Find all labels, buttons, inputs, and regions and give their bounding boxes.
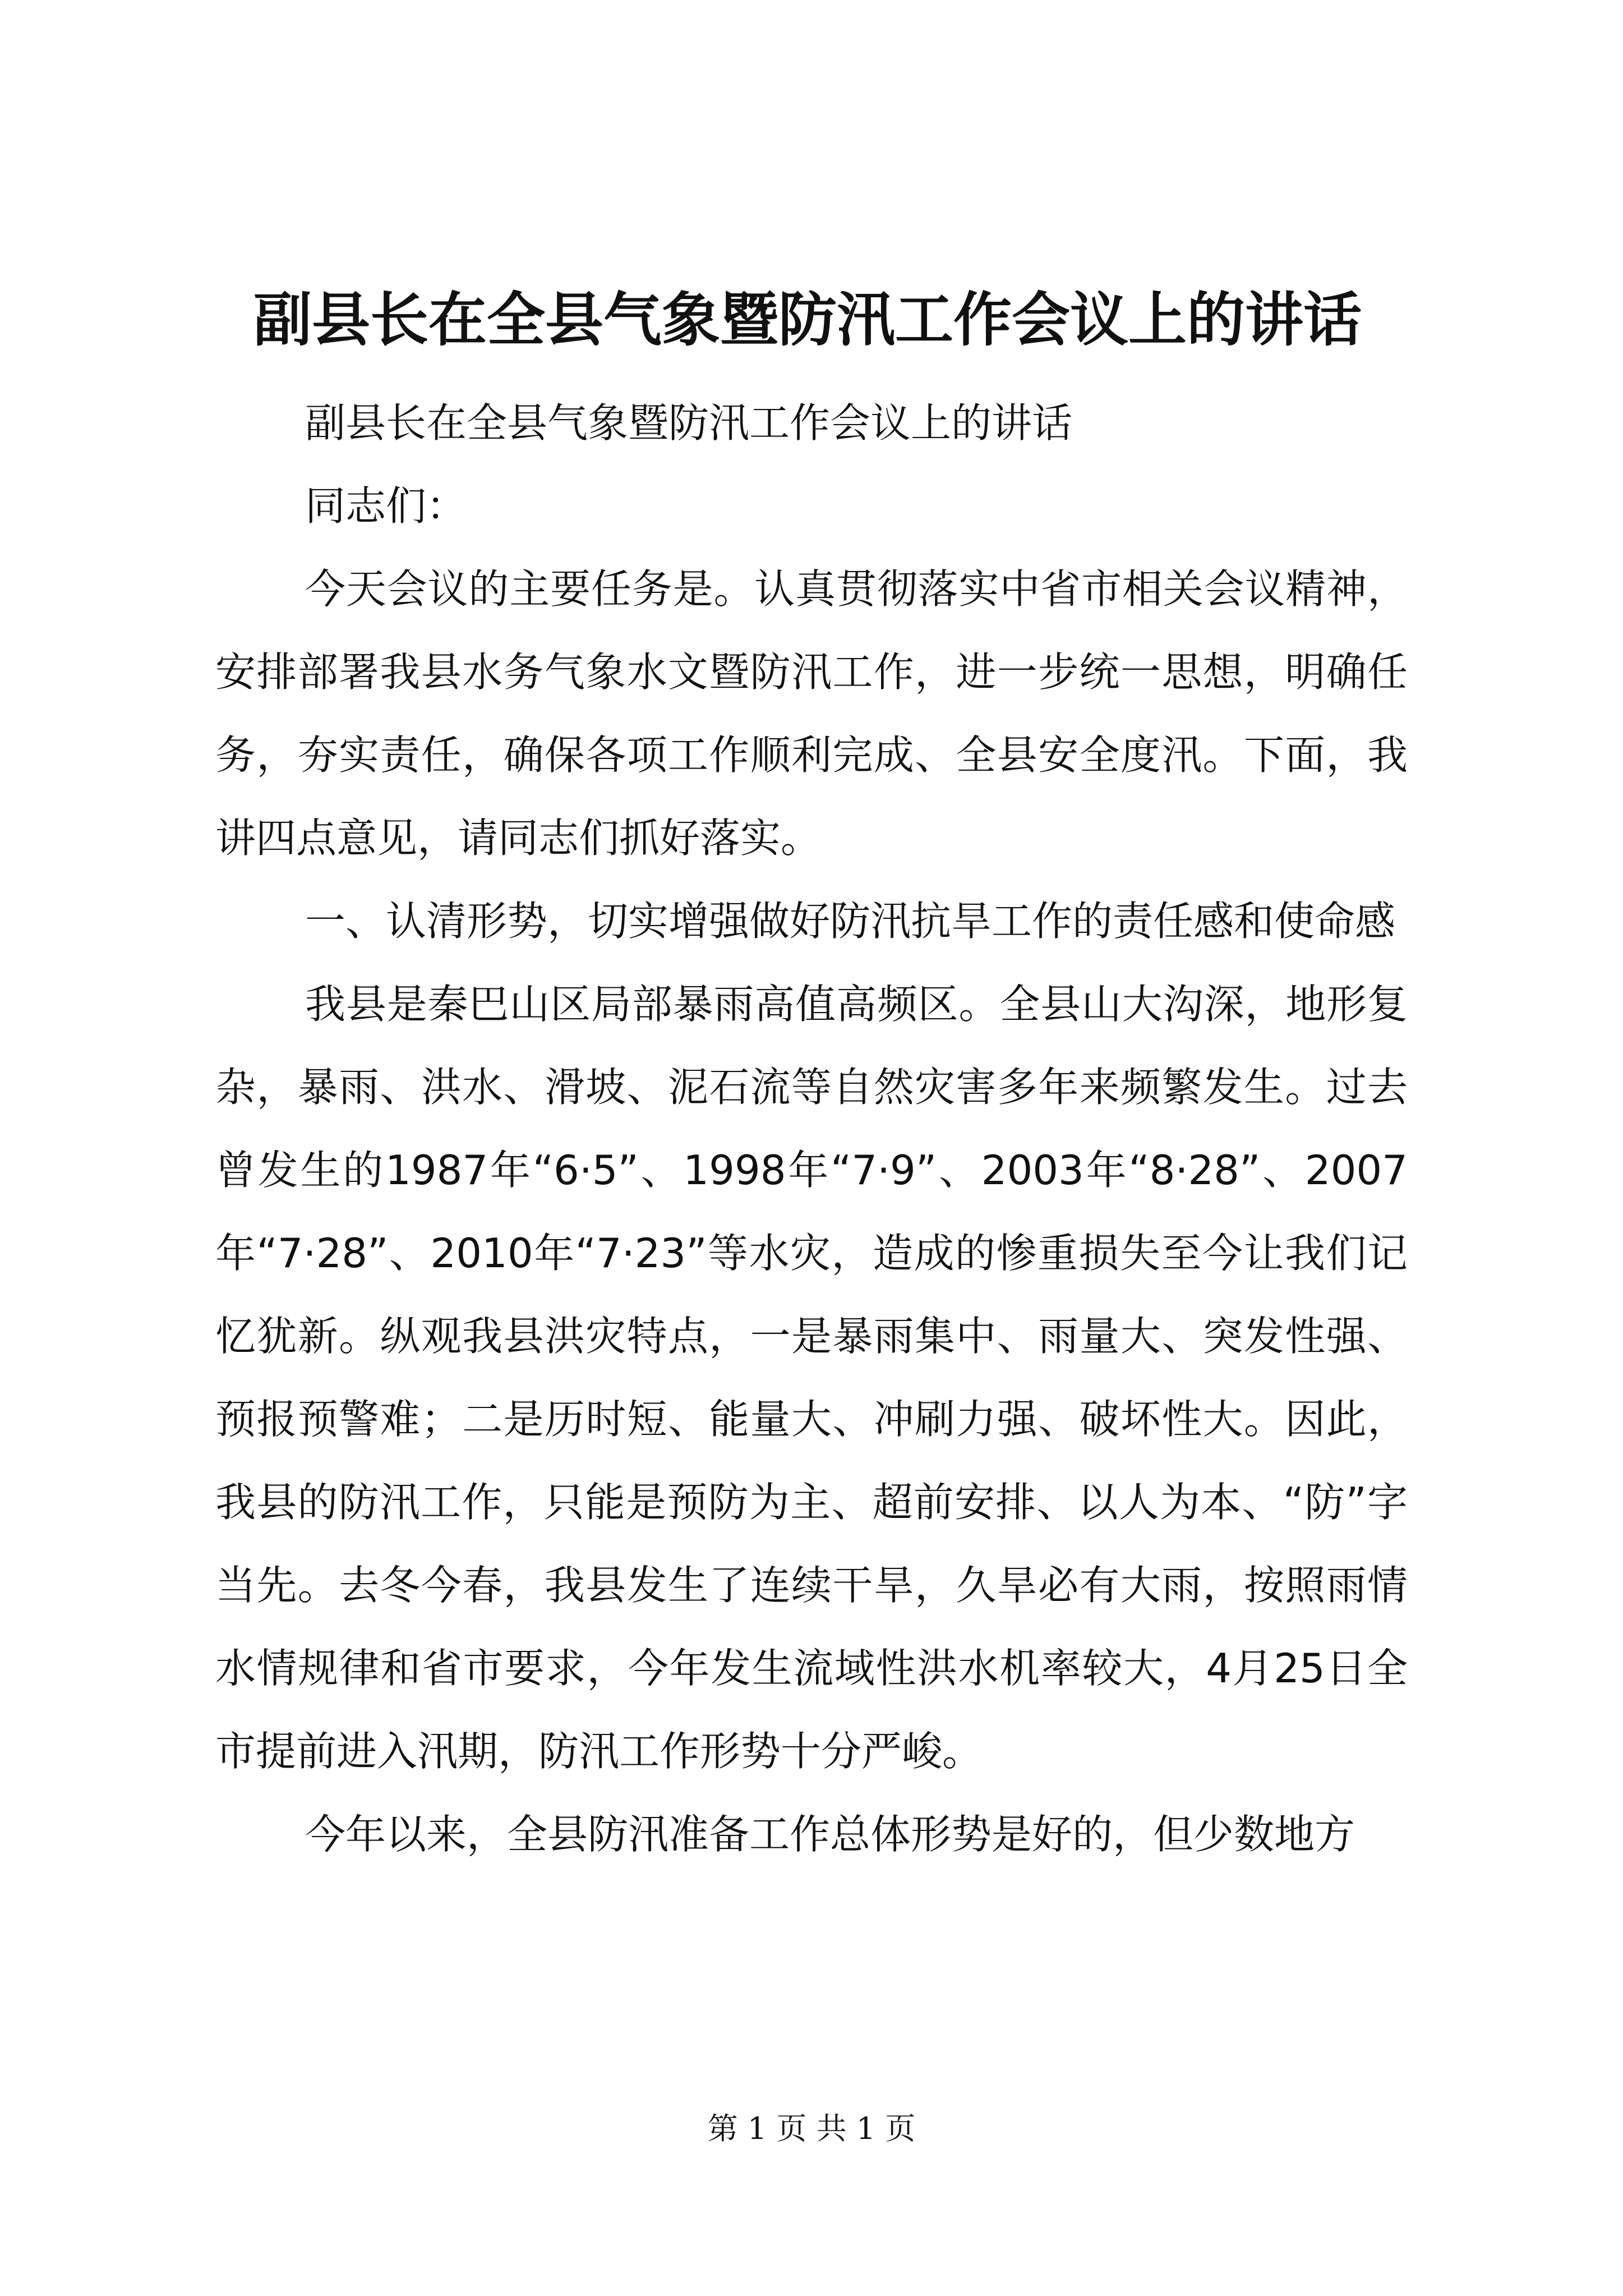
paragraph-meeting-task: 今天会议的主要任务是。认真贯彻落实中省市相关会议精神，安排部署我县水务气象水文暨防汛工作，进一步统一思想，明确任务，夯实责任，确保各项工作顺利完成、全县安全度汛。下面，我讲四点意见，请同志们抓好落实。	[215, 565, 1408, 862]
section-heading-1: 一、认清形势，切实增强做好防汛抗旱工作的责任感和使命感	[305, 898, 1396, 945]
document-title: 副县长在全县气象暨防汛工作会议上的讲话	[253, 285, 1362, 354]
paragraph-salutation: 同志们：	[305, 482, 467, 530]
paragraph-subtitle: 副县长在全县气象暨防汛工作会议上的讲话	[305, 399, 1073, 447]
paragraph-this-year: 今年以来，全县防汛准备工作总体形势是好的，但少数地方	[305, 1811, 1355, 1858]
page-footer: 第 1 页 共 1 页	[707, 2111, 916, 2146]
paragraph-flood-history: 我县是秦巴山区局部暴雨高值高频区。全县山大沟深，地形复杂，暴雨、洪水、滑坡、泥石流等自然灾害多年来频繁发生。过去曾发生的1987年“6·5”、1998年“7·9”、2003年“8·28”、2007年“7·28”、2010年“7·23”等水灾，造成的惨重损失至今让我们记忆犹新。纵观我县洪灾特点，一是暴雨集中、雨量大、突发性强、预报预警难；二是历时短、能量大、冲刷力强、破坏性大。因此，我县的防汛工作，只能是预防为主、超前安排、以人为本、“防”字当先。去冬今春，我县发生了连续干旱，久旱必有大雨，按照雨情水情规律和省市要求，今年发生流域性洪水机率较大，4月25日全市提前进入汛期，防汛工作形势十分严峻。	[215, 981, 1408, 1775]
document-body	[215, 381, 1408, 1876]
